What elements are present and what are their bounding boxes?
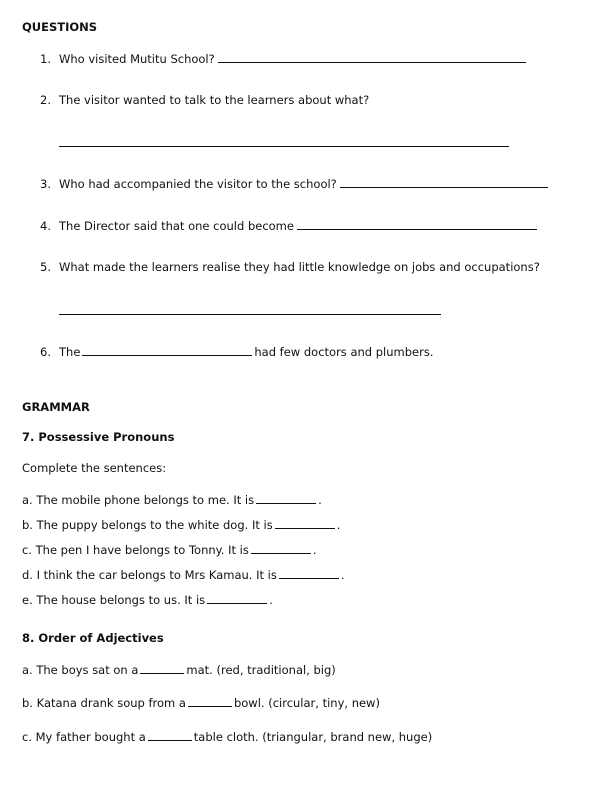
answer-blank[interactable]	[279, 567, 339, 579]
sentence-text: c. My father bought a	[22, 730, 146, 744]
answer-line[interactable]	[59, 146, 509, 147]
sentence-end: .	[340, 568, 345, 582]
question-text-after: had few doctors and plumbers.	[254, 345, 434, 359]
answer-line[interactable]	[59, 314, 441, 315]
answer-blank[interactable]	[256, 492, 316, 504]
adjective-item-a	[22, 662, 336, 677]
question-number: 4.	[40, 219, 51, 233]
sentence-text: b. Katana drank soup from a	[22, 696, 186, 710]
instruction-text: Complete the sentences:	[22, 461, 167, 475]
question-number: 1.	[40, 52, 51, 66]
question-text: The visitor wanted to talk to the learners about what?	[59, 93, 370, 107]
question-text: The Director said that one could become	[59, 219, 294, 233]
answer-blank[interactable]	[140, 662, 184, 674]
question-number: 6.	[40, 345, 51, 359]
grammar-heading: GRAMMAR	[22, 400, 90, 414]
possessive-pronouns-title: 7. Possessive Pronouns	[22, 430, 175, 444]
answer-blank[interactable]	[148, 729, 192, 741]
answer-line[interactable]	[340, 176, 548, 188]
answer-blank[interactable]	[275, 517, 335, 529]
sentence-end: .	[269, 593, 273, 607]
question-text-before: The	[59, 345, 81, 359]
question-number: 2.	[40, 93, 51, 107]
question-2	[40, 93, 369, 107]
question-1	[40, 51, 526, 66]
adjective-item-c	[22, 729, 432, 744]
question-4	[40, 218, 537, 233]
adjective-item-b	[22, 695, 380, 710]
answer-line[interactable]	[82, 344, 252, 356]
question-5	[40, 260, 540, 274]
sentence-text: e. The house belongs to us. It is	[22, 593, 206, 607]
question-6	[40, 344, 433, 359]
question-text: What made the learners realise they had little knowledge on jobs and occupations?	[59, 260, 540, 274]
answer-blank[interactable]	[251, 542, 311, 554]
possessive-item-d	[22, 567, 345, 582]
possessive-item-e	[22, 592, 273, 607]
possessive-item-b	[22, 517, 340, 532]
question-3	[40, 176, 548, 191]
question-text: Who had accompanied the visitor to the school?	[59, 177, 337, 191]
question-text: Who visited Mutitu School?	[59, 52, 215, 66]
sentence-end: bowl. (circular, tiny, new)	[233, 696, 380, 710]
possessive-item-a	[22, 492, 322, 507]
sentence-end: .	[312, 543, 317, 557]
answer-line[interactable]	[218, 51, 526, 63]
sentence-text: d. I think the car belongs to Mrs Kamau. It is	[22, 568, 277, 582]
sentence-end: .	[336, 518, 341, 532]
answer-blank[interactable]	[188, 695, 232, 707]
sentence-text: c. The pen I have belongs to Tonny. It is	[22, 543, 249, 557]
sentence-text: b. The puppy belongs to the white dog. It is	[22, 518, 273, 532]
possessive-item-c	[22, 542, 317, 557]
sentence-text: a. The boys sat on a	[22, 663, 139, 677]
answer-line[interactable]	[297, 218, 537, 230]
sentence-end: .	[318, 493, 322, 507]
sentence-end: table cloth. (triangular, brand new, huge)	[193, 730, 433, 744]
sentence-text: a. The mobile phone belongs to me. It is	[22, 493, 255, 507]
answer-blank[interactable]	[207, 592, 267, 604]
question-number: 5.	[40, 260, 51, 274]
questions-heading: QUESTIONS	[22, 20, 98, 34]
question-number: 3.	[40, 177, 51, 191]
order-of-adjectives-title: 8. Order of Adjectives	[22, 631, 164, 645]
sentence-end: mat. (red, traditional, big)	[186, 663, 336, 677]
